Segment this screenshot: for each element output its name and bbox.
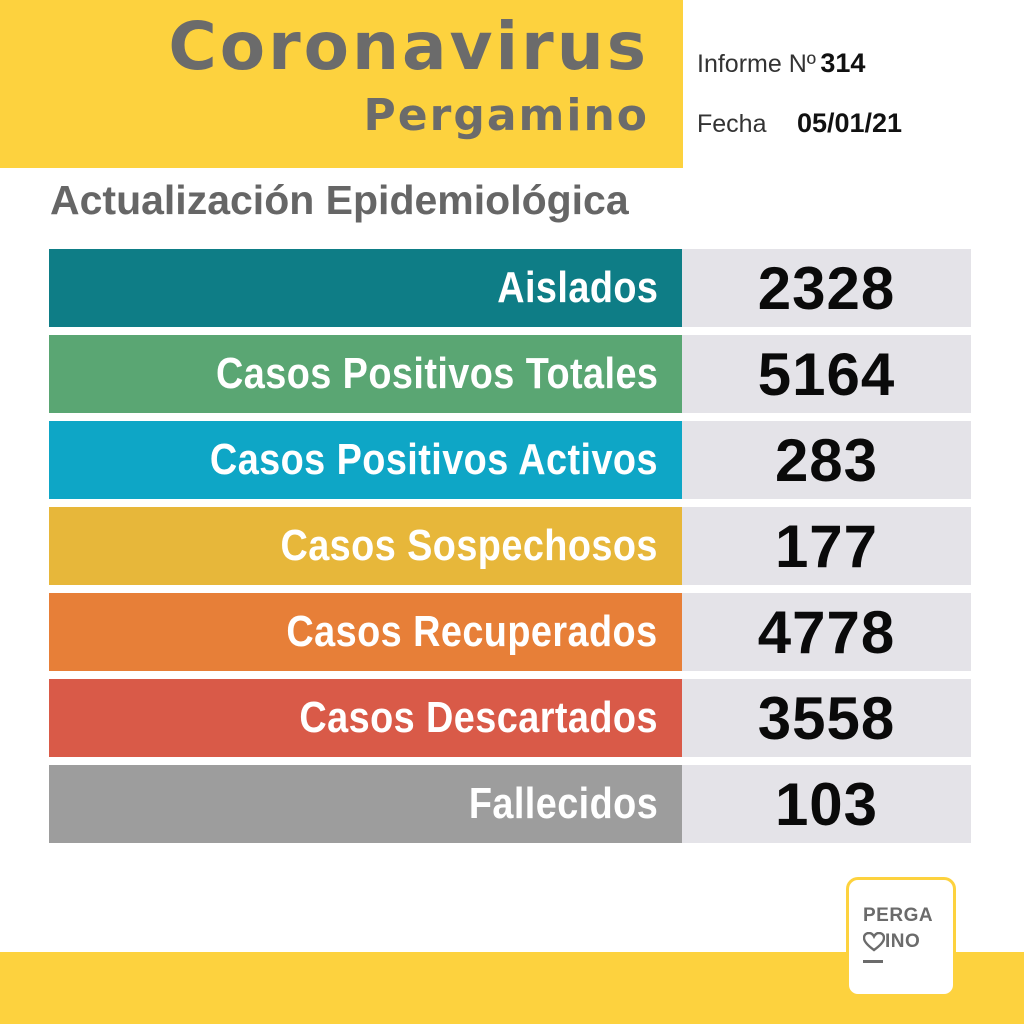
stat-label: Casos Descartados bbox=[299, 693, 658, 742]
report-date bbox=[697, 110, 902, 137]
stat-label: Fallecidos bbox=[468, 779, 658, 828]
stat-label: Casos Positivos Totales bbox=[215, 349, 658, 398]
section-title: Actualización Epidemiológica bbox=[50, 177, 629, 223]
stat-label-cell bbox=[49, 335, 682, 413]
stat-value: 4778 bbox=[757, 598, 896, 666]
page-title: Coronavirus bbox=[168, 8, 649, 85]
stat-label: Aislados bbox=[496, 263, 658, 312]
stat-value-cell bbox=[682, 335, 971, 413]
stat-row-casos-positivos-activos bbox=[49, 421, 971, 499]
heart-icon bbox=[863, 932, 885, 952]
stat-value-cell bbox=[682, 421, 971, 499]
stat-label: Casos Sospechosos bbox=[280, 521, 658, 570]
pergamino-logo bbox=[846, 877, 956, 997]
report-date-value: 05/01/21 bbox=[796, 108, 903, 138]
logo-underline bbox=[863, 960, 883, 963]
stat-row-fallecidos bbox=[49, 765, 971, 843]
stat-value-cell bbox=[682, 765, 971, 843]
stat-label-cell bbox=[49, 593, 682, 671]
stat-label-cell bbox=[49, 765, 682, 843]
stat-value-cell bbox=[682, 593, 971, 671]
stat-row-aislados bbox=[49, 249, 971, 327]
stat-value-cell bbox=[682, 249, 971, 327]
stat-value: 177 bbox=[774, 512, 879, 580]
stat-label-cell bbox=[49, 249, 682, 327]
report-number-value: 314 bbox=[820, 48, 866, 78]
stat-value: 103 bbox=[774, 770, 879, 838]
stat-row-casos-descartados bbox=[49, 679, 971, 757]
stat-value-cell bbox=[682, 507, 971, 585]
stat-label: Casos Recuperados bbox=[286, 607, 658, 656]
stat-row-casos-sospechosos bbox=[49, 507, 971, 585]
stat-value: 5164 bbox=[757, 340, 896, 408]
stat-row-casos-positivos-totales bbox=[49, 335, 971, 413]
stat-value: 3558 bbox=[757, 684, 896, 752]
report-number bbox=[697, 50, 865, 77]
stat-label-cell bbox=[49, 679, 682, 757]
stat-label-cell bbox=[49, 507, 682, 585]
logo-text-line2: INO bbox=[885, 931, 921, 952]
report-date-label: Fecha bbox=[697, 110, 767, 138]
report-number-label: Informe Nº bbox=[697, 50, 816, 78]
stats-table bbox=[49, 249, 971, 851]
stat-row-casos-recuperados bbox=[49, 593, 971, 671]
logo-text-line1: PERGA bbox=[863, 905, 934, 926]
page-subtitle: Pergamino bbox=[363, 90, 649, 141]
stat-label-cell bbox=[49, 421, 682, 499]
stat-value-cell bbox=[682, 679, 971, 757]
stat-label: Casos Positivos Activos bbox=[209, 435, 658, 484]
stat-value: 283 bbox=[774, 426, 879, 494]
stat-value: 2328 bbox=[757, 254, 896, 322]
